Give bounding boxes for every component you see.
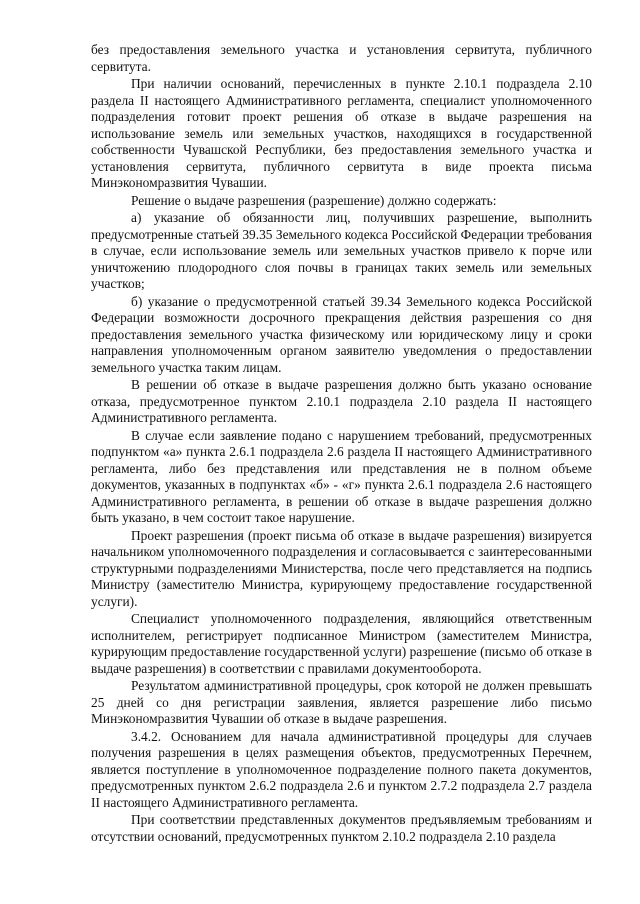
paragraph-12: При соответствии представленных документов предъявляемым требованиям и отсутствии оснований, предусмотренных пунктом 2.10.2 подраздела 2.10 раздела (91, 812, 592, 844)
paragraph-5: б) указание о предусмотренной статьей 39.34 Земельного кодекса Российской Федерации возможности досрочного прекращения действия разрешения со дня предоставления земельного участка физическому или юридическому лицу и сроки направления уполномоченным органом заявителю уведомления о предоставлении земельного участка таким лицам. (91, 293, 592, 375)
paragraph-1: без предоставления земельного участка и установления сервитута, публичного сервитута. (91, 42, 592, 74)
paragraph-2: При наличии оснований, перечисленных в пункте 2.10.1 подраздела 2.10 раздела II настоящего Административного регламента, специалист уполномоченного подразделения готовит проект решения об отказе в выдаче разрешения на использование земель или земельных участков, находящихся в государственной собственности Чувашской Республики, без предоставления земельного участка и установления сервитута, публичного сервитута в виде проекта письма Минэкономразвития Чувашии. (91, 76, 592, 190)
paragraph-6: В решении об отказе в выдаче разрешения должно быть указано основание отказа, предусмотренное пунктом 2.10.1 подраздела 2.10 раздела II настоящего Административного регламента. (91, 377, 592, 425)
paragraph-11: 3.4.2. Основанием для начала административной процедуры для случаев получения разрешения в целях размещения объектов, предусмотренных Перечнем, является поступление в уполномоченное подразделение полного пакета документов, предусмотренных пунктом 2.6.2 подраздела 2.6 и пунктом 2.7.2 подраздела 2.7 раздела II настоящего Административного регламента. (91, 728, 592, 810)
paragraph-9: Специалист уполномоченного подразделения, являющийся ответственным исполнителем, регистрирует подписанное Министром (заместителем Министра, курирующим предоставление государственной услуги) разрешение (письмо об отказе в выдаче разрешения) в соответствии с правилами документооборота. (91, 611, 592, 676)
paragraph-7: В случае если заявление подано с нарушением требований, предусмотренных подпунктом «а» пункта 2.6.1 подраздела 2.6 раздела II настоящего Административного регламента, либо без представления или представления не в полном объеме документов, указанных в подпунктах «б» - «г» пункта 2.6.1 подраздела 2.6 настоящего Административного регламента, в решении об отказе в выдаче разрешения должно быть указано, в чем состоит такое нарушение. (91, 427, 592, 525)
paragraph-3: Решение о выдаче разрешения (разрешение) должно содержать: (131, 192, 497, 208)
paragraph-10: Результатом административной процедуры, срок которой не должен превышать 25 дней со дня регистрации заявления, является разрешение либо письмо Минэкономразвития Чувашии об отказе в выдаче разрешения. (91, 678, 592, 726)
paragraph-8: Проект разрешения (проект письма об отказе в выдаче разрешения) визируется начальником уполномоченного подразделения и согласовывается с заинтересованными структурными подразделениями Министерства, после чего представляется на подпись Министру (заместителю Министра, курирующему предоставление государственной услуги). (91, 527, 592, 609)
paragraph-4: а) указание об обязанности лиц, получивших разрешение, выполнить предусмотренные статьей 39.35 Земельного кодекса Российской Федерации требования в случае, если использование земель или земельных участков привело к порче или уничтожению плодородного слоя почвы в границах таких земель или земельных участков; (91, 210, 592, 291)
